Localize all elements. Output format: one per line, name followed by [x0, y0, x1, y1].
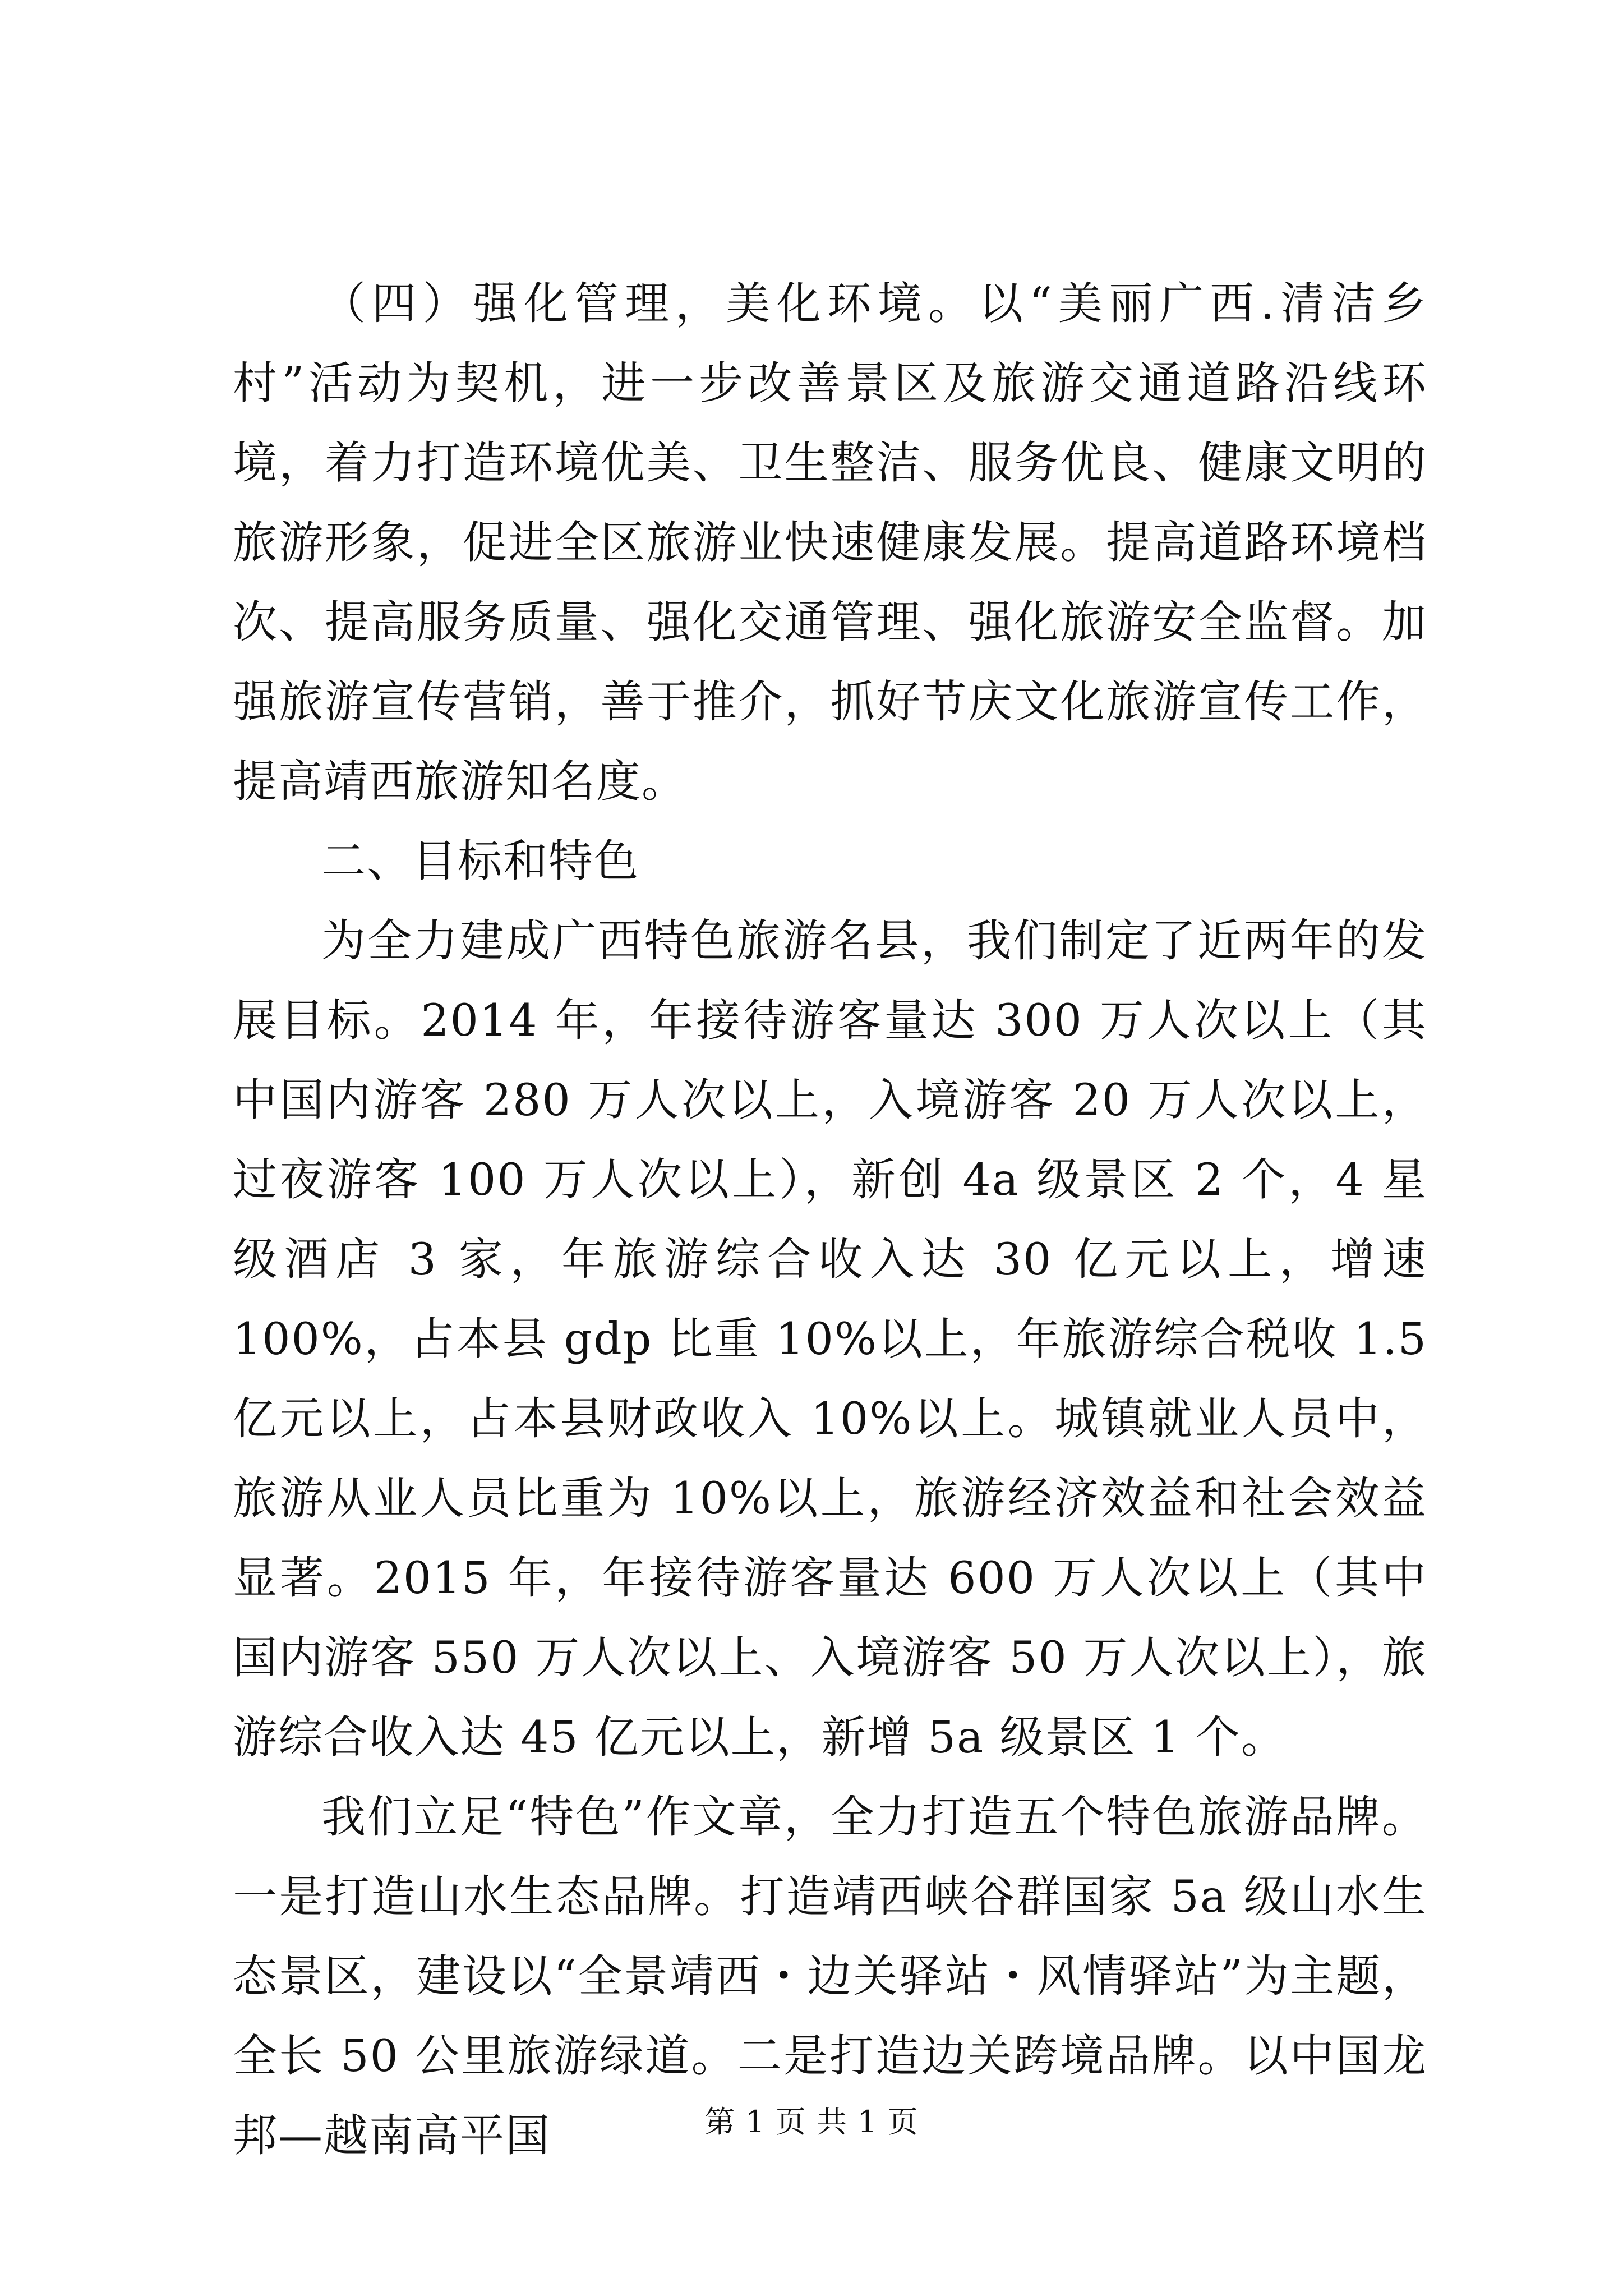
- section-heading-goals-features: 二、目标和特色: [321, 835, 639, 887]
- paragraph-development-goals: 为全力建成广西特色旅游名县，我们制定了近两年的发展目标。2014 年，年接待游客量达 300 万人次以上（其中国内游客 280 万人次以上，入境游客 20 万人次以上，过夜游客 100 万人次以上），新创 4a 级景区 2 个，4 星级酒店 3 家，年旅游综合收入达 30 亿元以上，增速 100%，占本县 gdp 比重 10%以上，年旅游综合税收 1.5 亿元以上，占本县财政收入 10%以上。城镇就业人员中，旅游从业人员比重为 10%以上，旅游经济效益和社会效益显著。2015 年，年接待游客量达 600 万人次以上（其中国内游客 550 万人次以上、入境游客 50 万人次以上），旅游综合收入达 45 亿元以上，新增 5a 级景区 1 个。: [233, 915, 1427, 1763]
- paragraph-management-environment: （四）强化管理，美化环境。以“美丽广西.清洁乡村”活动为契机，进一步改善景区及旅游交通道路沿线环境，着力打造环境优美、卫生整洁、服务优良、健康文明的旅游形象，促进全区旅游业快速健康发展。提高道路环境档次、提高服务质量、强化交通管理、强化旅游安全监督。加强旅游宣传营销，善于推介，抓好节庆文化旅游宣传工作，提高靖西旅游知名度。: [233, 278, 1427, 807]
- paragraph-tourism-brands: 我们立足“特色”作文章，全力打造五个特色旅游品牌。一是打造山水生态品牌。打造靖西峡谷群国家 5a 级山水生态景区，建设以“全景靖西・边关驿站・风情驿站”为主题，全长 50 公里旅游绿道。二是打造边关跨境品牌。以中国龙邦—越南高平国: [233, 1791, 1427, 2161]
- page-number-footer: 第 1 页 共 1 页: [704, 2104, 919, 2139]
- document-body: [233, 264, 1427, 2175]
